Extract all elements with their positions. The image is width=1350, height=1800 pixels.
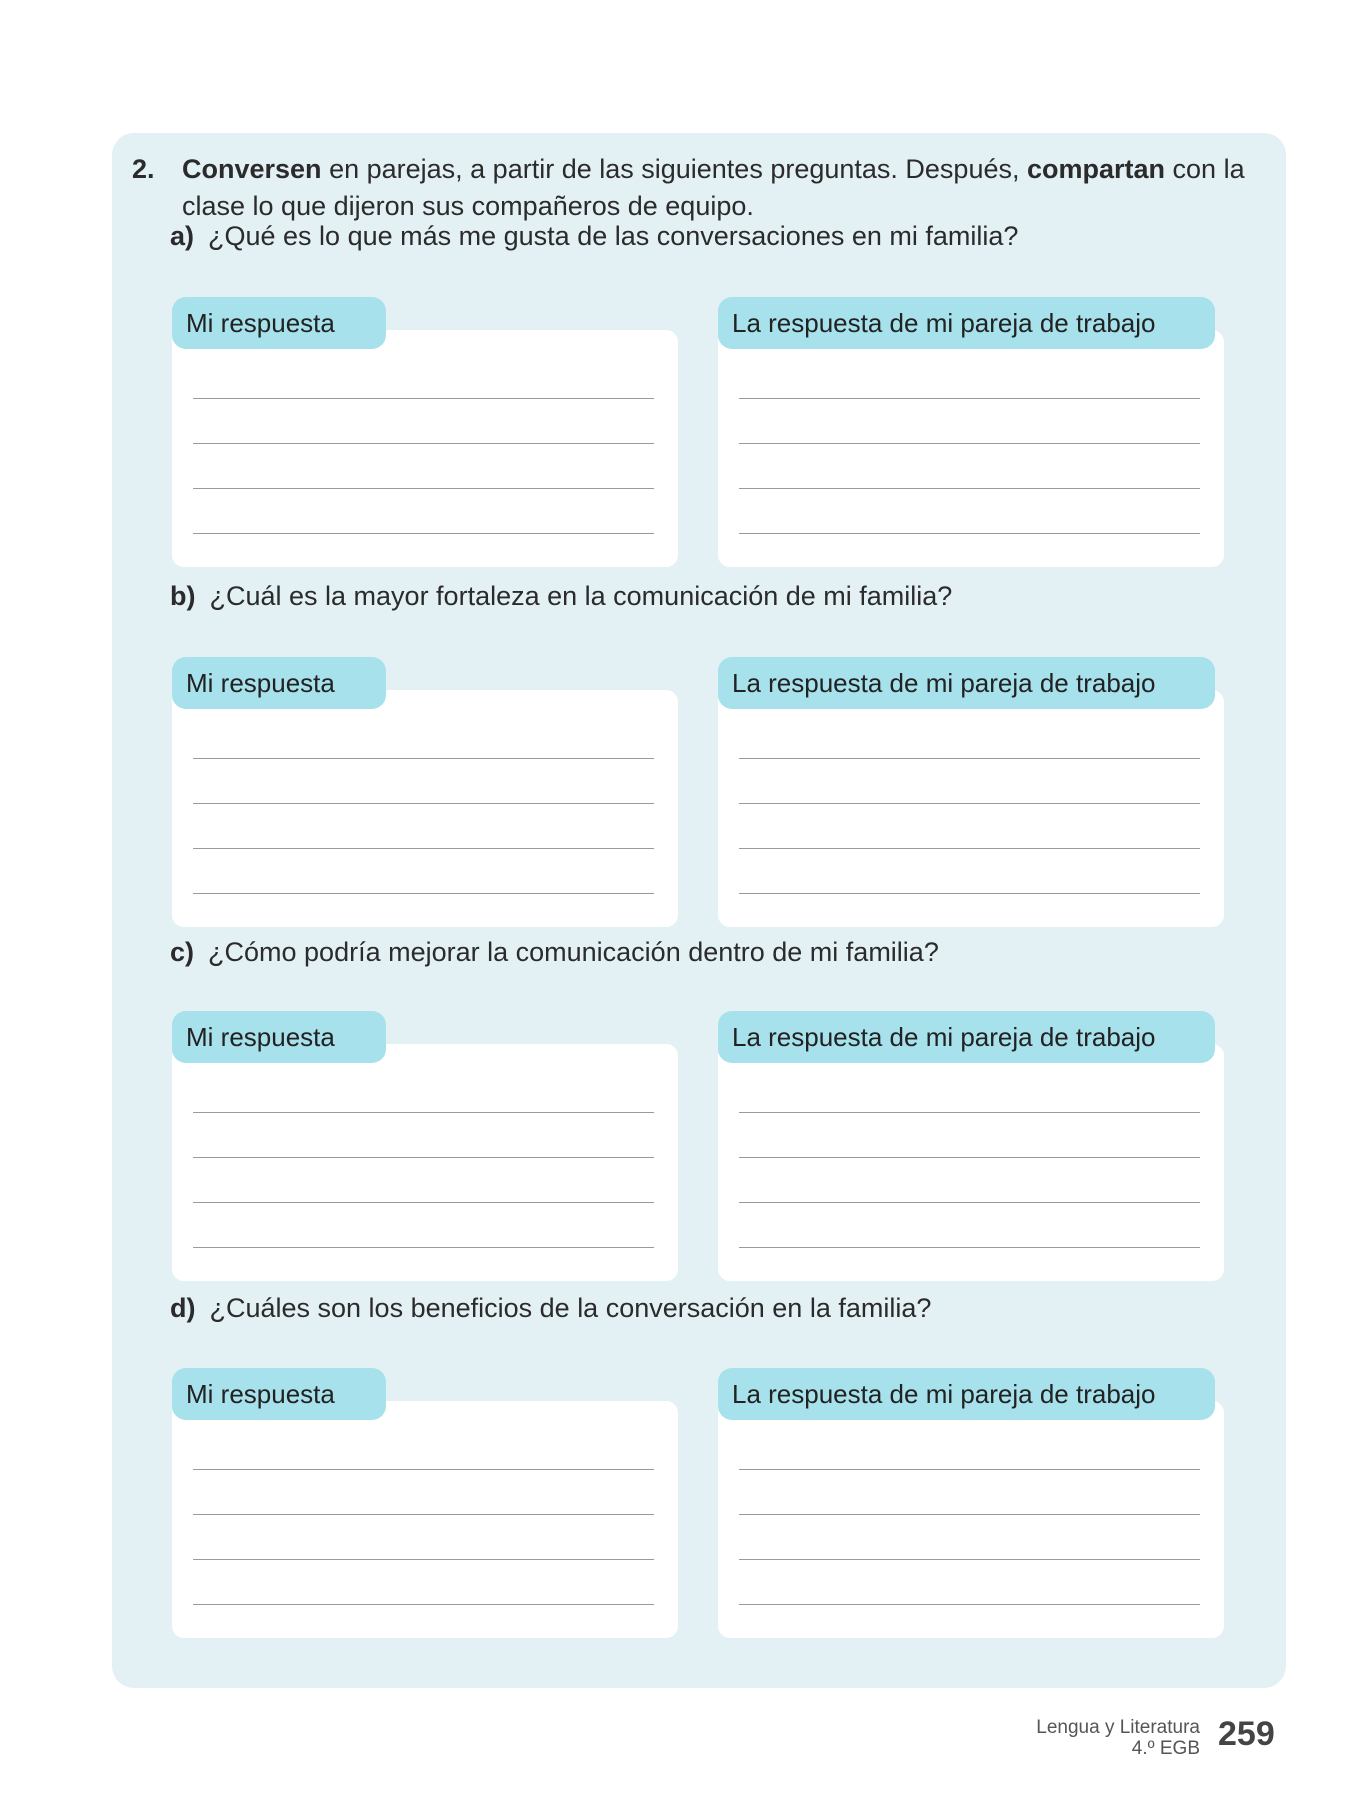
question-text: ¿Cuál es la mayor fortaleza en la comunicación de mi familia? (209, 581, 953, 611)
answer-line[interactable] (193, 398, 654, 399)
answer-line[interactable] (193, 848, 654, 849)
answer-line[interactable] (739, 893, 1200, 894)
footer-subject-block (1036, 1717, 1200, 1759)
exercise-panel (112, 133, 1286, 1688)
instruction-verb-1: Conversen (182, 154, 322, 184)
question-c (170, 935, 1270, 969)
answer-line[interactable] (739, 488, 1200, 489)
answer-line[interactable] (193, 533, 654, 534)
question-a (170, 219, 1270, 253)
question-letter: b) (170, 581, 196, 611)
answer-line[interactable] (193, 1112, 654, 1113)
question-letter: d) (170, 1293, 196, 1323)
partner-answer-tab-a: La respuesta de mi pareja de trabajo (718, 297, 1215, 349)
answer-line[interactable] (739, 1202, 1200, 1203)
exercise-number: 2. (132, 154, 155, 184)
my-answer-box-c[interactable] (172, 1044, 678, 1281)
answer-line[interactable] (193, 1514, 654, 1515)
answer-line[interactable] (193, 1559, 654, 1560)
answer-line[interactable] (739, 533, 1200, 534)
my-answer-tab-a: Mi respuesta (172, 297, 386, 349)
question-text: ¿Cuáles son los beneficios de la conversación en la familia? (209, 1293, 932, 1323)
question-text: ¿Qué es lo que más me gusta de las conversaciones en mi familia? (208, 221, 1019, 251)
answer-line[interactable] (739, 1112, 1200, 1113)
question-letter: c) (170, 937, 195, 967)
question-b (170, 579, 1270, 613)
answer-line[interactable] (739, 1559, 1200, 1560)
answer-line[interactable] (739, 1514, 1200, 1515)
answer-line[interactable] (739, 758, 1200, 759)
answer-line[interactable] (739, 1469, 1200, 1470)
partner-answer-tab-c: La respuesta de mi pareja de trabajo (718, 1011, 1215, 1063)
answer-line[interactable] (193, 758, 654, 759)
answer-line[interactable] (193, 803, 654, 804)
partner-answer-tab-b: La respuesta de mi pareja de trabajo (718, 657, 1215, 709)
question-text: ¿Cómo podría mejorar la comunicación dentro de mi familia? (208, 937, 939, 967)
question-d (170, 1291, 1270, 1325)
question-letter: a) (170, 221, 195, 251)
instruction-verb-2: compartan (1026, 154, 1166, 184)
answer-line[interactable] (739, 848, 1200, 849)
partner-answer-tab-d: La respuesta de mi pareja de trabajo (718, 1368, 1215, 1420)
answer-line[interactable] (739, 1247, 1200, 1248)
instruction-text-end: con la clase lo que dijeron sus compañeros de equipo. (182, 154, 1245, 221)
answer-line[interactable] (739, 1157, 1200, 1158)
answer-line[interactable] (193, 893, 654, 894)
answer-line[interactable] (739, 1604, 1200, 1605)
my-answer-tab-d: Mi respuesta (172, 1368, 386, 1420)
partner-answer-box-c[interactable] (718, 1044, 1224, 1281)
answer-line[interactable] (193, 1157, 654, 1158)
page-number: 259 (1218, 1715, 1275, 1753)
answer-line[interactable] (739, 398, 1200, 399)
my-answer-box-b[interactable] (172, 690, 678, 927)
answer-line[interactable] (739, 443, 1200, 444)
answer-line[interactable] (193, 488, 654, 489)
answer-line[interactable] (193, 443, 654, 444)
answer-line[interactable] (739, 803, 1200, 804)
answer-line[interactable] (193, 1604, 654, 1605)
exercise-instruction (132, 151, 1262, 225)
my-answer-tab-b: Mi respuesta (172, 657, 386, 709)
answer-line[interactable] (193, 1469, 654, 1470)
my-answer-box-d[interactable] (172, 1401, 678, 1638)
partner-answer-box-a[interactable] (718, 330, 1224, 567)
my-answer-box-a[interactable] (172, 330, 678, 567)
answer-line[interactable] (193, 1247, 654, 1248)
partner-answer-box-d[interactable] (718, 1401, 1224, 1638)
partner-answer-box-b[interactable] (718, 690, 1224, 927)
footer-subject: Lengua y Literatura (1036, 1717, 1200, 1738)
answer-line[interactable] (193, 1202, 654, 1203)
footer-grade: 4.º EGB (1131, 1738, 1200, 1759)
my-answer-tab-c: Mi respuesta (172, 1011, 386, 1063)
instruction-text-mid: en parejas, a partir de las siguientes preguntas. Después, (321, 154, 1027, 184)
